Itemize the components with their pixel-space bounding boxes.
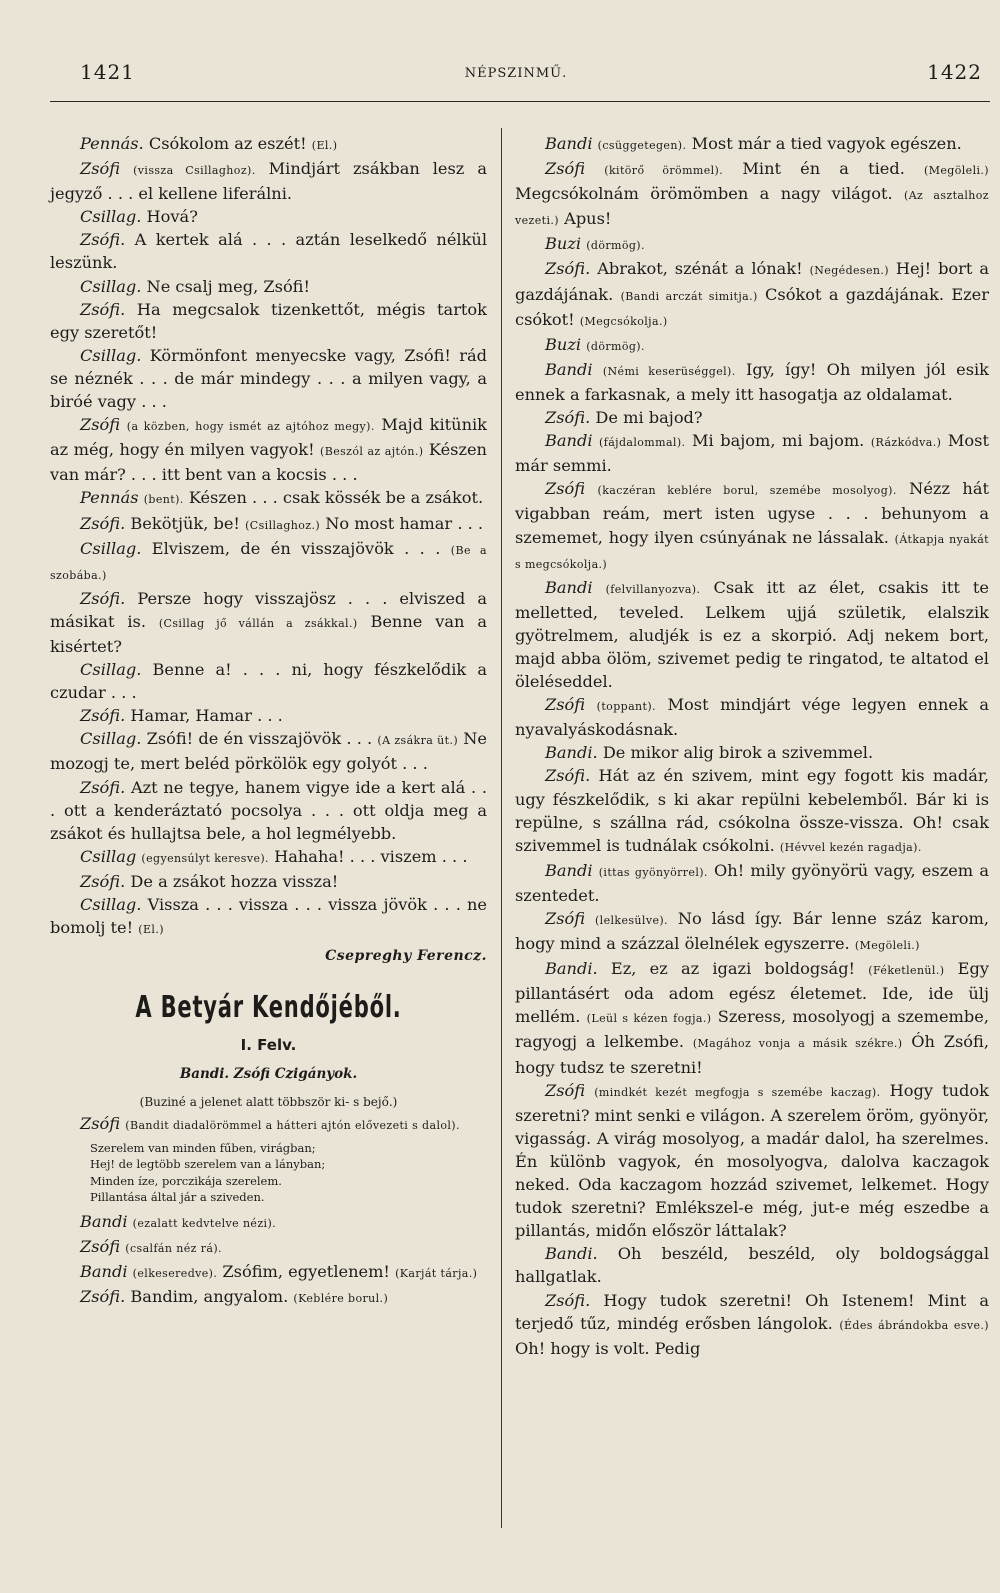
dialogue-line: Zsófi (mindkét kezét megfogja s szemébe kaczag). Hogy tudok szeretni? mint senki e világon. A szerelem öröm, gyönyör, vigasság. A virág mosolyog, a madár dalol, ha szerelmes. Én különb vagyok, én mosolyogva, dalolva kaczagok neked. Oda kaczagom hozzád szivemet, lelkemet. Hogy tudok szeretni? Emlékszel-e még, jut-e még eszedbe a pillantás, midőn először láttalak? — [515, 1080, 989, 1241]
page-number-right: 1422 — [927, 60, 982, 84]
dialogue-line: Zsófi. Persze hogy visszajösz . . . elviszed a másikat is. (Csillag jő vállán a zsákkal.) Benne van a kisértet? — [50, 588, 487, 656]
play-title: A Betyár Kendőjéből. — [135, 990, 402, 1026]
dialogue-line: Zsófi. Hogy tudok szeretni! Oh Istenem! Mint a terjedő tűz, mindég erősben lángolok. (Édes ábrándokba esve.) Oh! hogy is volt. Pedig — [515, 1290, 989, 1358]
right-column — [515, 132, 989, 1360]
verse-line: Minden íze, porczikája szerelem. — [90, 1173, 282, 1188]
dialogue-line: Bandi (elkeseredve). Zsófim, egyetlenem! (Karját tárja.) — [80, 1261, 478, 1281]
verse-line: Hej! de legtöbb szerelem van a lányban; — [90, 1157, 326, 1172]
left-column — [50, 132, 487, 1310]
header-rule — [50, 101, 990, 102]
dialogue-line: Bandi (ittas gyönyörrel). Oh! mily gyönyörü vagy, eszem a szentedet. — [515, 860, 989, 905]
dialogue-line: Zsófi. Bekötjük, be! (Csillaghoz.) No most hamar . . . — [80, 513, 484, 533]
dialogue-line: Bandi (fájdalommal). Mi bajom, mi bajom. (Rázkódva.) Most már semmi. — [515, 431, 989, 476]
dialogue-line: Csillag. Körmönfont menyecske vagy, Zsófi! rád se néznék . . . de már mindegy . . . a milyen vagy, a biróé vagy . . . — [50, 345, 487, 412]
cast-list: Bandi. Zsófi Czigányok. — [179, 1066, 358, 1083]
journal-title: NÉPSZINMŰ. — [464, 66, 568, 81]
dialogue-line: Bandi. Oh beszéld, beszéld, oly boldogsággal hallgatlak. — [515, 1244, 989, 1287]
author-signature: Csepreghy Ferencz. — [325, 948, 487, 965]
dialogue-line: Csillag. Zsófi! de én visszajövök . . . (A zsákra üt.) Ne mozogj te, mert beléd pörkölök egy golyót . . . — [50, 729, 487, 774]
stage-direction: (Buziné a jelenet alatt többször ki- s bejő.) — [139, 1095, 398, 1110]
dialogue-line: Csillag. Vissza . . . vissza . . . vissza jövök . . . ne bomolj te! (El.) — [50, 895, 488, 938]
dialogue-line: Zsófi. De a zsákot hozza vissza! — [80, 871, 339, 891]
dialogue-line: Zsófi. Ha megcsalok tizenkettőt, mégis tartok egy szeretőt! — [50, 299, 487, 342]
dialogue-line: Csillag. Benne a! . . . ni, hogy fészkelődik a czudar . . . — [50, 660, 487, 703]
dialogue-line: Bandi (csüggetegen). Most már a tied vagyok egészen. — [545, 134, 962, 153]
dialogue-line: Bandi (ezalatt kedvtelve nézi). — [80, 1211, 277, 1231]
dialogue-line: Zsófi. Hamar, Hamar . . . — [80, 706, 283, 726]
dialogue-line: Pennás (bent). Készen . . . csak kössék be a zsákot. — [80, 488, 484, 508]
dialogue-line: Csillag (egyensúlyt keresve). Hahaha! . . . viszem . . . — [80, 846, 468, 866]
dialogue-line: Csillag. Elviszem, de én visszajövök . . . (Be a szobába.) — [50, 538, 487, 582]
dialogue-line: Bandi (Némi keserüséggel). Igy, így! Oh milyen jól esik ennek a farkasnak, a mely itt hasogatja az oldalamat. — [515, 359, 989, 404]
dialogue-line: Bandi (felvillanyozva). Csak itt az élet, csakis itt te melletted, teveled. Lelkem ujjá születik, elalszik gyötrelmem, aludjék is ez a skorpió. Adj nekem bort, majd abba ölöm, szivemet pedig te ringatod, te altatod el öleléseddel. — [515, 577, 989, 692]
column-divider — [501, 128, 502, 1528]
dialogue-line: Pennás. Csókolom az eszét! (El.) — [80, 134, 338, 153]
dialogue-line: Bandi. De mikor alig birok a szivemmel. — [545, 743, 874, 763]
dialogue-line: Zsófi (kitörő örömmel). Mint én a tied. (Megöleli.) Megcsókolnám örömömben a nagy világot. (Az asztalhoz vezeti.) Apus! — [515, 159, 989, 229]
dialogue-line: Zsófi. Hát az én szivem, mint egy fogott kis madár, ugy fészkelődik, s ki akar repülni kebelemből. Bár ki is repülne, s szállna rád, csókolna össze-vissza. Oh! csak szivemmel is tudnálak csókolni. (Hévvel kezén ragadja). — [515, 766, 989, 855]
dialogue-line: Zsófi (kaczéran keblére borul, szemébe mosolyog). Nézz hát vigabban reám, mert isten ugyse . . . behunyom a szememet, hogy ilyen csúnyának ne lássalak. (Átkapja nyakát s megcsókolja.) — [515, 479, 989, 571]
running-header — [50, 60, 982, 90]
dialogue-line: Buzi (dörmög). — [545, 234, 645, 254]
dialogue-line: Bandi. Ez, ez az igazi boldogság! (Féketlenül.) Egy pillantásért oda adom egész életemet. Ide, ide ülj mellém. (Leül s kézen fogja.) Szeress, mosolyogj a szemembe, ragyogj a lelkembe. (Magához vonja a másik székre.) Óh Zsófi, hogy tudsz te szeretni! — [515, 959, 989, 1077]
dialogue-line: Zsófi (a közben, hogy ismét az ajtóhoz megy). Majd kitünik az még, hogy én milyen vagyok! (Beszól az ajtón.) Készen van már? . . . itt bent van a kocsis . . . — [50, 415, 487, 485]
dialogue-line: Zsófi. Abrakot, szénát a lónak! (Negédesen.) Hej! bort a gazdájának. (Bandi arczát simitja.) Csókot a gazdájának. Ezer csókot! (Megcsókolja.) — [515, 259, 990, 329]
act-heading: I. Felv. — [240, 1036, 297, 1055]
dialogue-line: Csillag. Ne csalj meg, Zsófi! — [80, 276, 310, 296]
dialogue-line: Zsófi (csalfán néz rá). — [80, 1236, 222, 1256]
dialogue-line: Zsófi (toppant). Most mindjárt vége legyen ennek a nyavalyáskodásnak. — [515, 695, 989, 740]
dialogue-line: Csillag. Hová? — [80, 207, 198, 227]
dialogue-line: Zsófi. Azt ne tegye, hanem vigye ide a kert alá . . . ott a kenderáztató pocsolya . . . ott oldja meg a zsákot és hullajtsa bele, a hol legmélyebb. — [50, 777, 487, 843]
verse-line: Szerelem van minden fűben, virágban; — [90, 1140, 316, 1155]
dialogue-line: Zsófi. A kertek alá . . . aztán leselkedő nélkül leszünk. — [50, 230, 487, 273]
dialogue-line: Buzi (dörmög). — [545, 334, 645, 354]
dialogue-line: Zsófi (Bandit diadalörömmel a hátteri ajtón elővezeti s dalol). — [80, 1114, 460, 1134]
dialogue-line: Zsófi (vissza Csillaghoz). Mindjárt zsákban lesz a jegyző . . . el kellene liferálni. — [50, 159, 487, 204]
dialogue-line: Zsófi. Bandim, angyalom. (Keblére borul.) — [80, 1286, 389, 1306]
dialogue-line: Zsófi (lelkesülve). No lásd így. Bár lenne száz karom, hogy mind a százzal ölelnélek egyszerre. (Megöleli.) — [515, 909, 989, 954]
page-number-left: 1421 — [80, 60, 135, 84]
dialogue-line: Zsófi. De mi bajod? — [545, 408, 703, 428]
song-verse — [50, 1140, 487, 1206]
verse-line: Pillantása által jár a sziveden. — [90, 1190, 265, 1205]
